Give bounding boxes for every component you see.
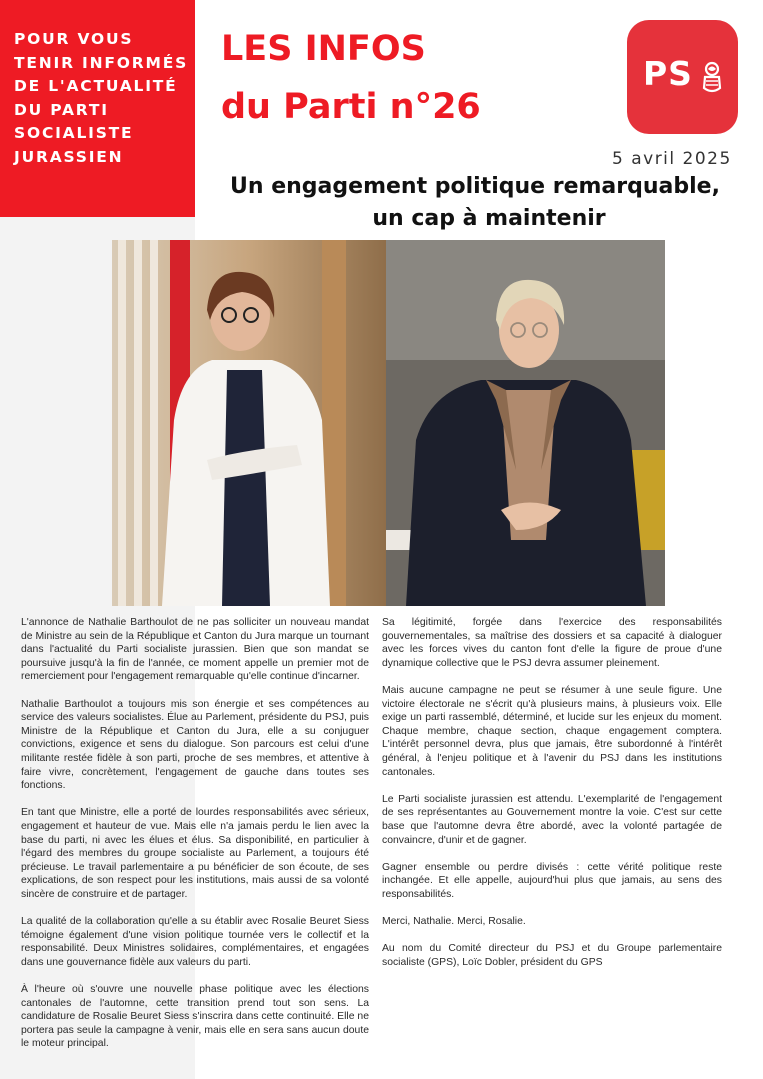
logo-text: PS <box>643 54 693 93</box>
newsletter-title: LES INFOS du Parti n°26 <box>221 29 481 127</box>
signature-paragraph: Au nom du Comité directeur du PSJ et du Groupe parlementaire socialiste (GPS), Loïc Dobler, président du GPS <box>382 943 722 968</box>
paragraph: Merci, Nathalie. Merci, Rosalie. <box>382 916 526 928</box>
paragraph: En tant que Ministre, elle a porté de lourdes responsabilités avec sérieux, engagement et hauteur de vue. Mais elle n'a jamais perdu le lien avec la base du parti, ni avec les élues et élus. Sa disponibilité, en particulier à l'égard des membres du groupe socialiste au Parlement, a toujours été précieuse. Le travail parlementaire a pu bénéficier de son écoute, de ses explications, de son respect pour les institutions, mais aussi de sa volonté sincère de construire et de partager. <box>21 807 369 900</box>
paragraph: L'annonce de Nathalie Barthoulot de ne pas solliciter un nouveau mandat de Ministre au sein de la République et Canton du Jura marque un tournant dans l'actualité du Parti socialiste jurassien. Bien que son mandat se poursuive jusqu'à la fin de l'année, ce moment appelle un premier mot de remerciement pour l'engagement remarquable qu'elle continue d'incarner. <box>21 617 369 683</box>
paragraph: Gagner ensemble ou perdre divisés : cette vérité politique reste inchangée. Et elle appelle, aujourd'hui plus que jamais, au sens des responsabilités. <box>382 861 722 900</box>
photo-rosalie-beuret-siess <box>386 240 665 606</box>
headline-line-1: Un engagement politique remarquable, <box>230 174 720 199</box>
paragraph: Sa légitimité, forgée dans l'exercice des responsabilités gouvernementales, sa maîtrise des dossiers et sa capacité à dialoguer avec les forces vives du canton font d'elle la figure de proue d'une dynamique collective que le PSJ devra assumer pleinement. <box>382 617 722 669</box>
paragraph: À l'heure où s'ouvre une nouvelle phase politique avec les élections cantonales de l'automne, cette transition prend tout son sens. La candidature de Rosalie Beuret Siess s'inscrira dans cette continuité. Elle ne portera pas seule la campagne à venir, mais elle en sera sans aucun doute le moteur principal. <box>21 984 369 1050</box>
article-right-column <box>382 616 722 983</box>
article-left-column <box>21 616 369 1065</box>
headline-line-2: un cap à maintenir <box>372 206 606 231</box>
photo-nathalie-barthoulot <box>112 240 386 606</box>
tagline-box <box>0 0 195 217</box>
tagline: POUR VOUS TENIR INFORMÉS DE L'ACTUALITÉ DU PARTI SOCIALISTE JURASSIEN <box>14 30 189 166</box>
article-headline <box>200 171 750 235</box>
issue-date: 5 avril 2025 <box>612 149 732 169</box>
rose-in-fist-icon <box>698 60 726 98</box>
ps-logo <box>627 20 738 134</box>
paragraph: Nathalie Barthoulot a toujours mis son énergie et ses compétences au service des valeurs socialistes. Élue au Parlement, présidente du PSJ, puis Ministre de la République et Canton du Jura, elle a su conjuguer convictions, exigence et sens du dialogue. Son parcours est celui d'une militante restée fidèle à son parti, proche de ses membres, et attentive à faire vivre, concrètement, l'engagement de gauche dans toutes ses fonctions. <box>21 698 369 792</box>
paragraph: Le Parti socialiste jurassien est attendu. L'exemplarité de l'engagement de ses représentantes au Gouvernement montre la voie. C'est sur cette base que l'automne devra être abordé, avec la volonté partagée de convaincre, d'unir et de gagner. <box>382 793 722 846</box>
paragraph: La qualité de la collaboration qu'elle a su établir avec Rosalie Beuret Siess témoigne également d'une vision politique tournée vers le collectif et la responsabilité. Deux Ministres solidaires, complémentaires, et engagées dans une gouvernance fidèle aux valeurs du parti. <box>21 916 369 968</box>
paragraph: Mais aucune campagne ne peut se résumer à une seule figure. Une victoire électorale ne s'écrit qu'à plusieurs mains, à plusieurs voix. Elle exige un parti rassemblé, déterminé, et lucide sur les enjeux du moment. Chaque membre, chaque section, chaque engagement comptera. L'intérêt personnel devra, plus que jamais, être subordonné à l'intérêt général, à l'enjeu politique et à l'avenir du PSJ dans les institutions cantonales. <box>382 684 722 778</box>
